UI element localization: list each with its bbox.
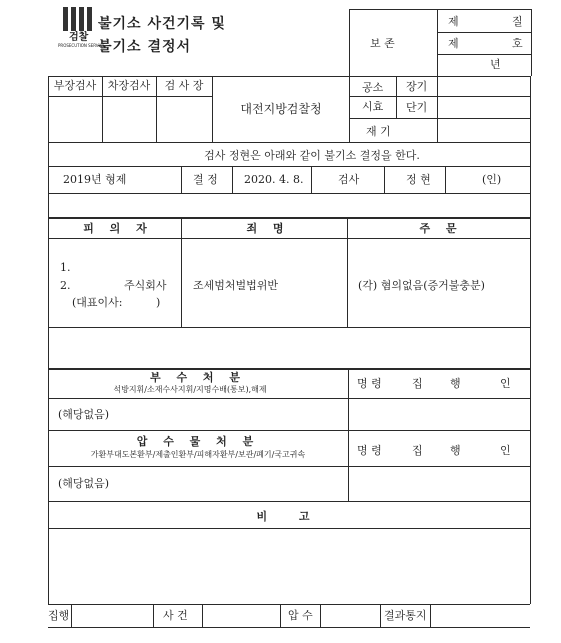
suspect-2-representative-close: ) bbox=[156, 296, 161, 309]
footer-result: 결과통지 bbox=[384, 609, 427, 622]
seized-col-exec2: 행 bbox=[450, 444, 461, 457]
seized-title: 압 수 물 처 분 bbox=[136, 435, 260, 448]
sihyo-label: 시효 bbox=[362, 100, 384, 113]
prosecutor-seal: (인) bbox=[482, 173, 502, 186]
form-title-line2: 불기소 결정서 bbox=[98, 39, 192, 55]
order-text: (각) 혐의없음(증거불충분) bbox=[358, 279, 485, 292]
form-title-line1: 불기소 사건기록 및 bbox=[98, 16, 226, 32]
volume-prefix: 제 bbox=[448, 15, 459, 28]
header-crime: 죄 명 bbox=[246, 222, 290, 235]
seized-subtitle: 가환부대도본환부/제출인환부/피해자환부/보관/폐기/국고귀속 bbox=[90, 450, 306, 459]
disposition-col-seal: 인 bbox=[500, 377, 511, 390]
janggi-label: 장기 bbox=[406, 80, 428, 93]
suspect-2-representative: (대표이사: bbox=[72, 296, 123, 309]
decision-label: 결 정 bbox=[193, 173, 218, 186]
seized-col-exec1: 집 bbox=[412, 444, 423, 457]
suspect-2-number: 2. bbox=[60, 279, 71, 292]
disposition-value: (해당없음) bbox=[58, 408, 110, 421]
number-prefix: 제 bbox=[448, 37, 459, 50]
decision-date: 2020. 4. 8. bbox=[244, 173, 304, 186]
footer-jiphaeng: 집행 bbox=[48, 609, 70, 622]
approval-label-deputy: 차장검사 bbox=[107, 79, 151, 92]
disposition-col-exec1: 집 bbox=[412, 377, 423, 390]
header-order: 주 문 bbox=[419, 222, 463, 235]
prosecutor-name: 정 현 bbox=[406, 173, 431, 186]
prosecutor-label: 검사 bbox=[338, 173, 360, 186]
disposition-title: 부 수 처 분 bbox=[150, 371, 246, 384]
prosecution-logo bbox=[58, 7, 106, 49]
dangi-label: 단기 bbox=[406, 101, 428, 114]
year-suffix: 년 bbox=[490, 58, 501, 71]
remarks-title: 비 고 bbox=[256, 510, 324, 523]
number-suffix: 호 bbox=[512, 37, 523, 50]
office-name: 대전지방검찰청 bbox=[240, 102, 322, 116]
logo-text: 검찰 bbox=[69, 32, 89, 43]
case-number: 2019년 형제 bbox=[63, 173, 127, 186]
disposition-subtitle: 석방지휘/소재수사지휘/지명수배(통보),해제 bbox=[113, 385, 267, 394]
suspect-2-company: 주식회사 bbox=[124, 279, 167, 292]
seized-value: (해당없음) bbox=[58, 477, 110, 490]
approval-label-department-head: 부장검사 bbox=[53, 79, 97, 92]
header-suspect: 피 의 자 bbox=[83, 222, 153, 235]
logo-subtext: PROSECUTION SERVICE bbox=[58, 43, 106, 48]
jaegi-label: 재 기 bbox=[366, 125, 391, 138]
preserve-label: 보 존 bbox=[370, 37, 395, 50]
disposition-col-order: 명 령 bbox=[357, 377, 382, 390]
footer-sagun: 사 건 bbox=[163, 609, 188, 622]
seized-col-order: 명 령 bbox=[357, 444, 382, 457]
disposition-col-exec2: 행 bbox=[450, 377, 461, 390]
prosecution-emblem-icon bbox=[62, 7, 102, 33]
seized-col-seal: 인 bbox=[500, 444, 511, 457]
footer-apsu: 압 수 bbox=[288, 609, 313, 622]
volume-suffix: 질 bbox=[512, 15, 523, 28]
suspect-1-number: 1. bbox=[60, 261, 71, 274]
decision-statement: 검사 정현은 아래와 같이 불기소 결정을 한다. bbox=[204, 149, 420, 162]
gongso-label: 공소 bbox=[362, 81, 384, 94]
crime-name: 조세범처벌법위반 bbox=[193, 279, 279, 292]
approval-label-chief: 검 사 장 bbox=[164, 79, 204, 92]
